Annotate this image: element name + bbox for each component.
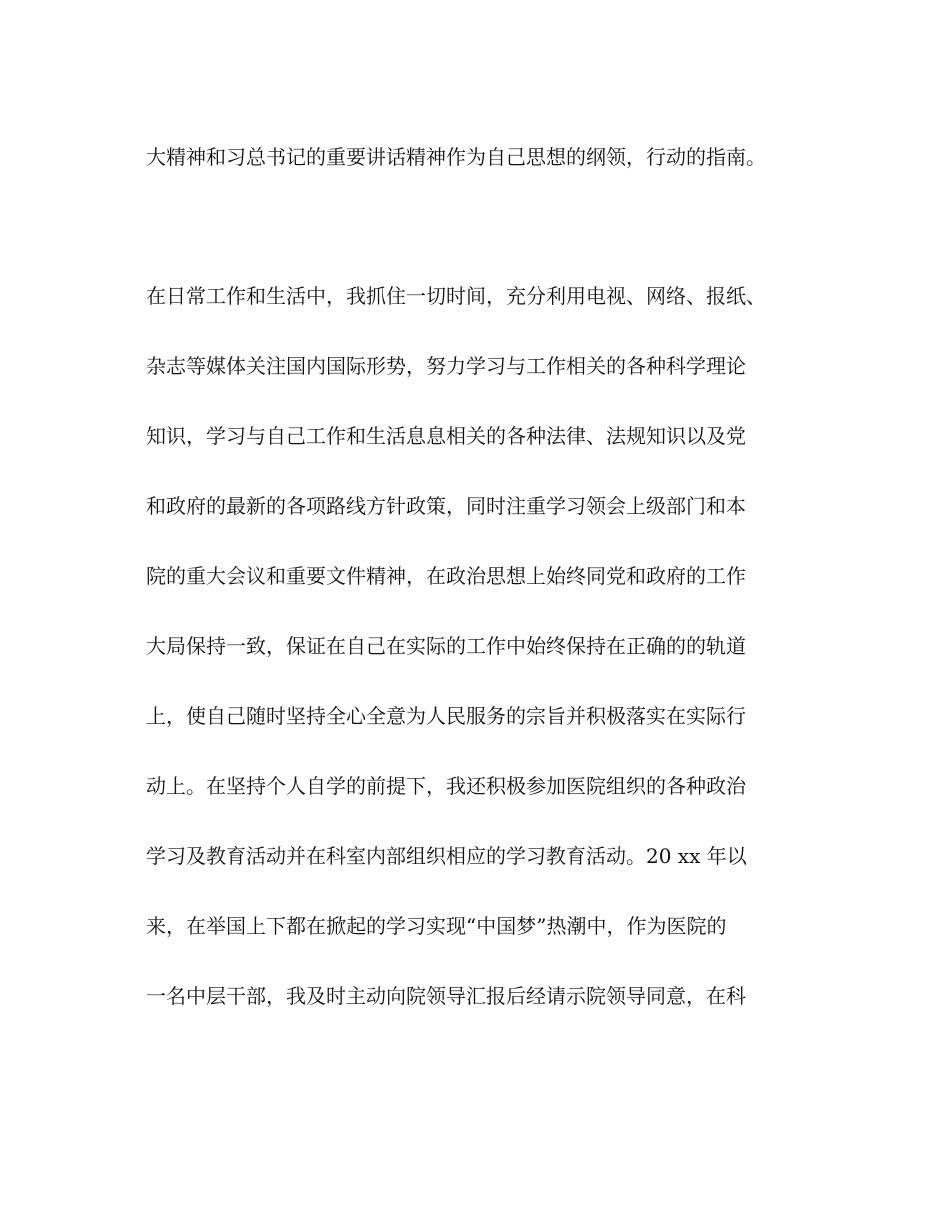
- text-line: 知识，学习与自己工作和生活息息相关的各种法律、法规知识以及党: [146, 424, 746, 448]
- text-line: 院的重大会议和重要文件精神，在政治思想上始终同党和政府的工作: [146, 564, 746, 588]
- text-line: 一名中层干部，我及时主动向院领导汇报后经请示院领导同意，在科: [146, 984, 746, 1008]
- text-line: 上，使自己随时坚持全心全意为人民服务的宗旨并积极落实在实际行: [146, 704, 746, 728]
- text-line: 杂志等媒体关注国内国际形势，努力学习与工作相关的各种科学理论: [146, 354, 746, 378]
- text-line: 大局保持一致，保证在自己在实际的工作中始终保持在正确的的轨道: [146, 634, 746, 658]
- text-line: 学习及教育活动并在科室内部组织相应的学习教育活动。20 xx 年以: [146, 844, 747, 868]
- text-line: 动上。在坚持个人自学的前提下，我还积极参加医院组织的各种政治: [146, 774, 746, 798]
- text-line: 在日常工作和生活中，我抓住一切时间，充分利用电视、网络、报纸、: [146, 284, 766, 308]
- text-line: 来，在举国上下都在掀起的学习实现“中国梦”热潮中，作为医院的: [146, 914, 727, 938]
- text-line: 和政府的最新的各项路线方针政策，同时注重学习领会上级部门和本: [146, 494, 746, 518]
- text-line: 大精神和习总书记的重要讲话精神作为自己思想的纲领，行动的指南。: [146, 145, 766, 169]
